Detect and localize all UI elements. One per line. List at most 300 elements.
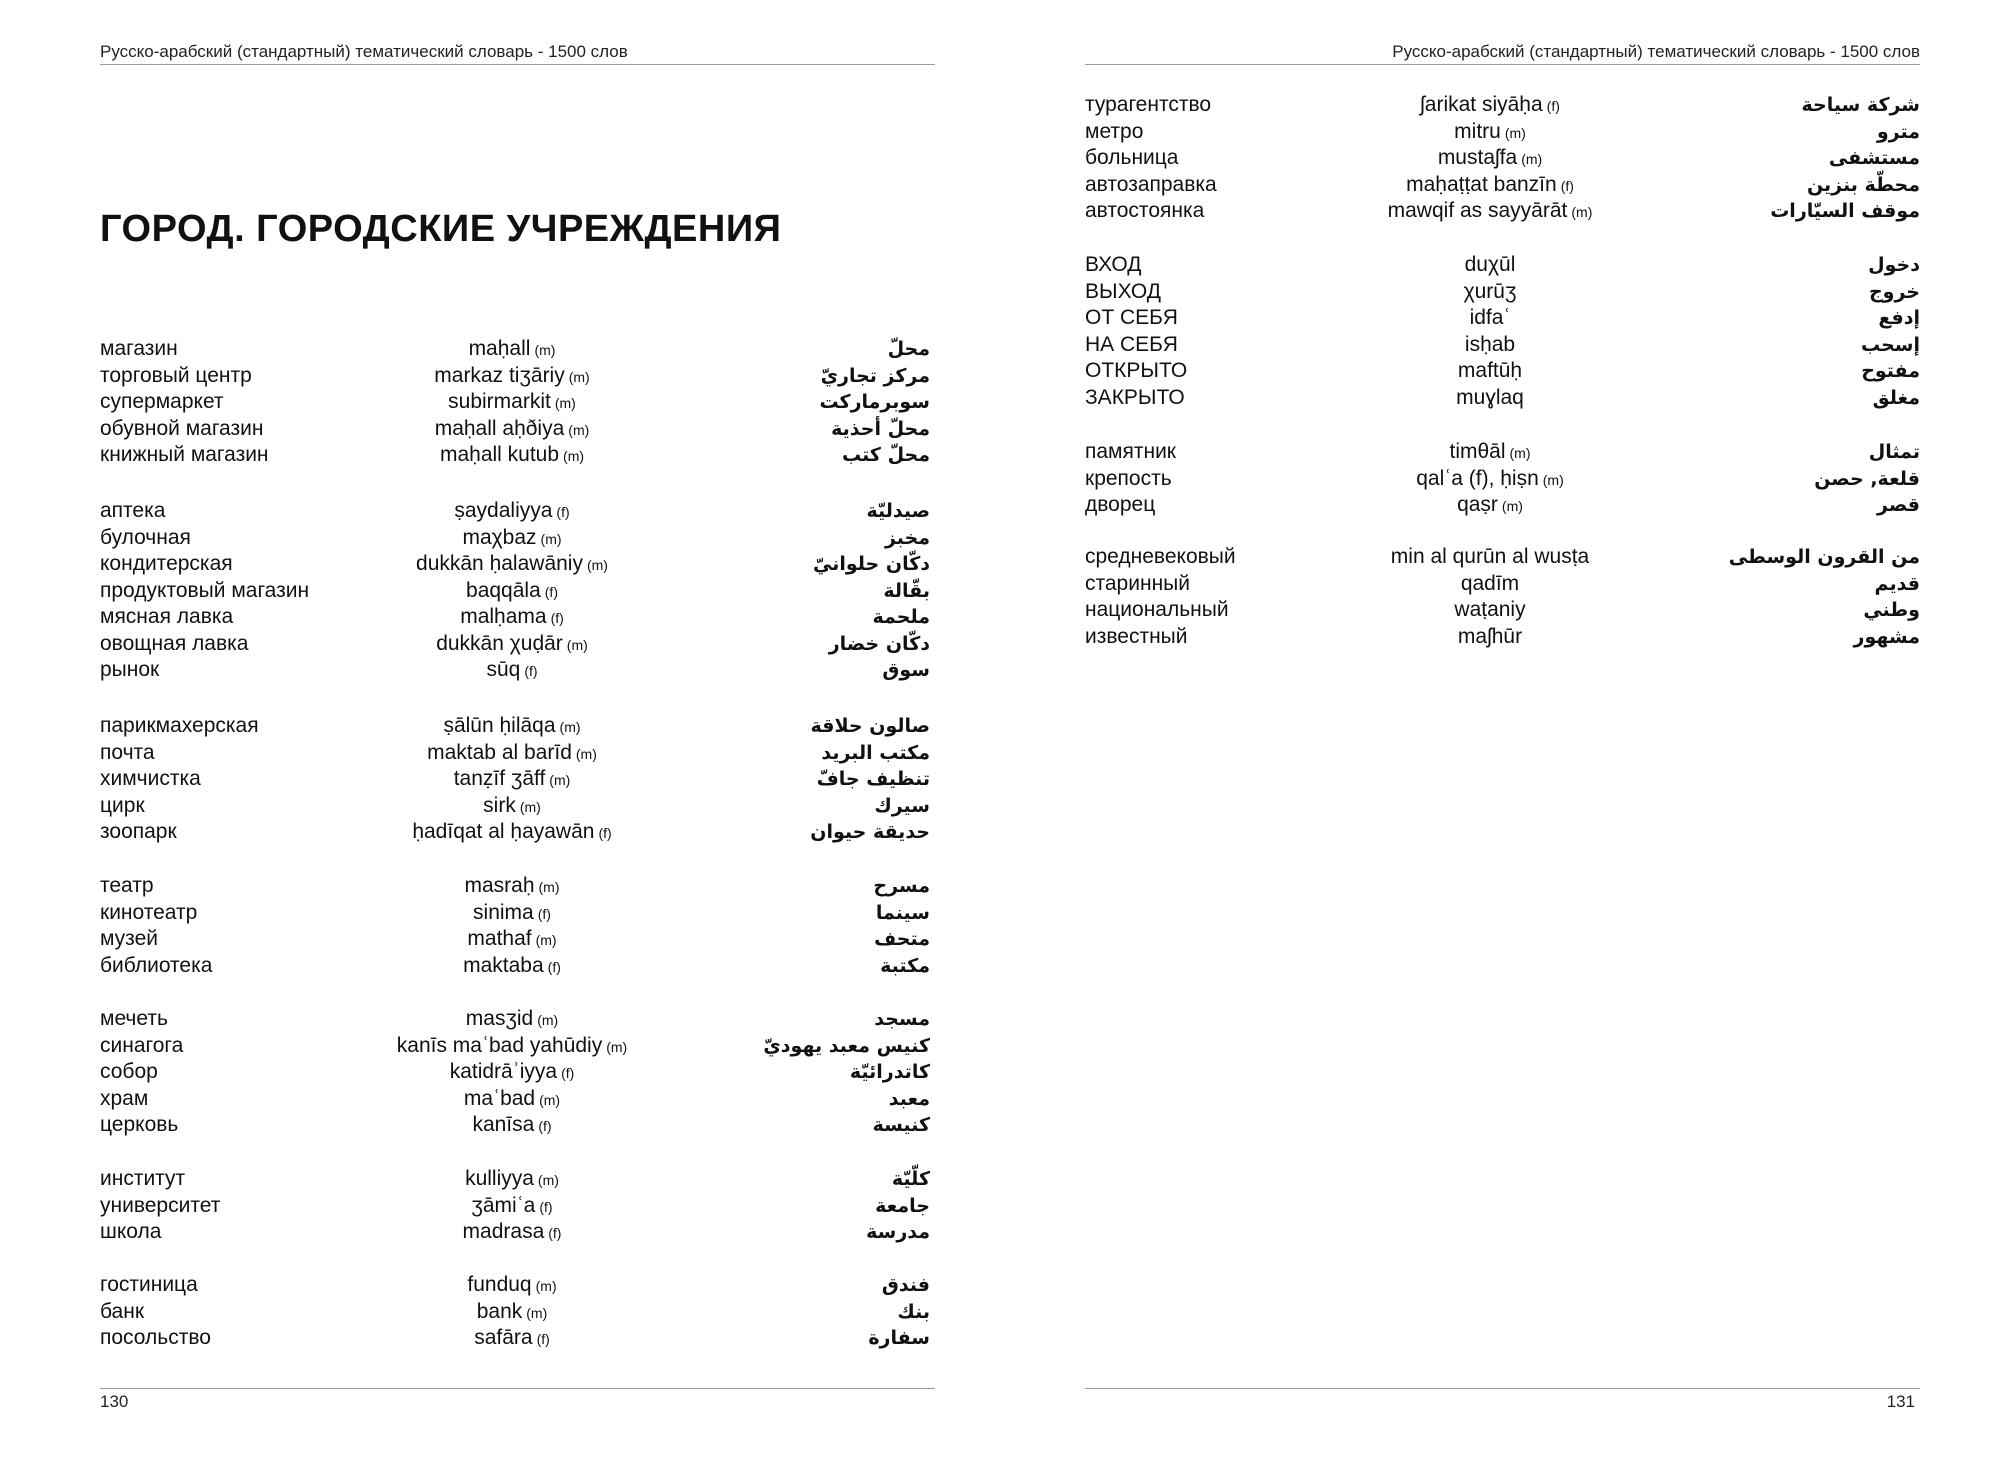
gender-marker: (f)	[1546, 98, 1560, 114]
arabic-word: مدرسة	[866, 1221, 930, 1243]
transliteration-cell	[463, 953, 561, 981]
arabic-word: سيرك	[874, 794, 930, 817]
word-group	[100, 873, 930, 979]
vocab-entry	[1085, 544, 1920, 571]
transliteration: tanẓīf ʒāff	[453, 767, 546, 790]
transliteration-cell	[465, 1166, 559, 1194]
transliteration-cell	[472, 1112, 551, 1140]
transliteration-cell	[454, 498, 569, 526]
vocab-entry	[1085, 119, 1920, 146]
gender-marker: (f)	[544, 583, 558, 600]
transliteration-cell	[1456, 385, 1524, 412]
arabic-word: معبد	[888, 1087, 930, 1110]
transliteration: idfaʿ	[1469, 306, 1511, 329]
gender-marker: (f)	[547, 958, 561, 975]
gender-marker: (f)	[524, 663, 538, 679]
vocab-entry	[100, 1112, 930, 1139]
arabic-word: محطّة بنزين	[1806, 173, 1920, 196]
transliteration: maktaba	[463, 953, 544, 977]
gender-marker: (m)	[568, 421, 590, 438]
gender-marker: (m)	[539, 1091, 561, 1108]
transliteration: duχūl	[1464, 253, 1516, 276]
transliteration-cell	[1465, 252, 1516, 279]
transliteration-cell	[1420, 92, 1560, 120]
russian-word: турагентство	[1085, 93, 1212, 116]
russian-word: церковь	[100, 1113, 179, 1136]
gender-marker: (m)	[575, 745, 597, 762]
arabic-word: متحف	[874, 928, 930, 950]
transliteration-cell	[434, 363, 589, 391]
transliteration-cell	[397, 1033, 627, 1061]
russian-word: памятник	[1085, 440, 1176, 463]
arabic-word: إسحب	[1860, 333, 1920, 356]
gender-marker: (m)	[586, 557, 608, 573]
word-group	[100, 1166, 930, 1246]
transliteration-cell	[469, 336, 556, 364]
transliteration: timθāl	[1449, 440, 1506, 463]
gender-marker: (m)	[1509, 445, 1531, 461]
arabic-word: إدفع	[1878, 307, 1920, 329]
vocab-entry	[100, 1219, 930, 1246]
arabic-word: تمثال	[1868, 441, 1920, 463]
russian-word: старинный	[1085, 571, 1190, 595]
transliteration: dukkān χuḍār	[436, 631, 563, 655]
transliteration: mathaf	[467, 927, 532, 950]
transliteration: kanīsa	[472, 1113, 535, 1136]
russian-word: рынок	[100, 658, 160, 681]
russian-word: метро	[1085, 119, 1144, 143]
vocab-entry	[100, 578, 930, 605]
transliteration: kanīs maʿbad yahūdiy	[396, 1033, 603, 1057]
gender-marker: (f)	[538, 1118, 552, 1134]
chapter-title: ГОРОД. ГОРОДСКИЕ УЧРЕЖДЕНИЯ	[100, 208, 782, 250]
transliteration: waṭaniy	[1454, 598, 1526, 621]
transliteration-cell	[464, 1086, 560, 1114]
arabic-word: قديم	[1874, 572, 1920, 595]
gender-marker: (m)	[566, 636, 588, 653]
arabic-word: صالون حلاقة	[810, 715, 930, 737]
russian-word: супермаркет	[100, 390, 224, 413]
word-group	[100, 336, 930, 469]
transliteration-cell	[474, 1325, 550, 1353]
transliteration: masʒid	[465, 1007, 534, 1030]
vocab-entry	[1085, 145, 1920, 172]
page-number: 130	[100, 1392, 129, 1411]
russian-word: школа	[100, 1220, 162, 1243]
transliteration: isḥab	[1464, 332, 1516, 356]
transliteration-cell	[427, 740, 597, 768]
vocab-entry	[100, 873, 930, 900]
gender-marker: (m)	[535, 932, 557, 948]
arabic-word: مغلق	[1872, 386, 1920, 409]
transliteration: funduq	[467, 1273, 532, 1296]
vocab-entry	[100, 819, 930, 846]
russian-word: библиотека	[100, 953, 213, 977]
transliteration-cell	[436, 631, 588, 659]
russian-word: булочная	[100, 525, 191, 549]
vocab-entry	[1085, 92, 1920, 119]
gender-marker: (m)	[554, 395, 576, 411]
transliteration: qadīm	[1460, 571, 1520, 595]
transliteration: safāra	[474, 1326, 533, 1349]
russian-word: книжный магазин	[100, 443, 269, 466]
gender-marker: (f)	[537, 905, 551, 922]
russian-word: НА СЕБЯ	[1085, 332, 1178, 356]
arabic-word: مخبز	[884, 526, 930, 549]
running-header: Русско-арабский (стандартный) тематический словарь - 1500 слов	[1392, 42, 1920, 61]
vocab-entry	[1085, 172, 1920, 199]
arabic-word: كنيس معبد يهوديّ	[763, 1034, 930, 1057]
arabic-word: محلّ	[887, 338, 930, 360]
vocab-entry	[100, 926, 930, 953]
gender-marker: (m)	[538, 879, 560, 895]
arabic-word: تنظيف جافّ	[816, 768, 930, 790]
transliteration-cell	[471, 1193, 552, 1221]
page-number: 131	[1886, 1392, 1915, 1411]
arabic-word: موقف السيّارات	[1770, 200, 1920, 222]
vocab-entry	[1085, 439, 1920, 466]
gender-marker: (m)	[606, 1038, 628, 1055]
russian-word: химчистка	[100, 767, 201, 790]
arabic-word: صيدليّة	[866, 500, 930, 522]
arabic-word: محلّ كتب	[842, 444, 930, 466]
russian-word: кинотеатр	[100, 900, 198, 924]
arabic-word: دخول	[1868, 254, 1920, 276]
transliteration-cell	[416, 551, 608, 579]
russian-word: обувной магазин	[100, 416, 264, 440]
gender-marker: (m)	[568, 368, 590, 385]
russian-word: банк	[100, 1299, 145, 1323]
transliteration: maḥall kutub	[439, 443, 560, 466]
transliteration-cell	[463, 1219, 562, 1247]
transliteration: qalʿa (f), ḥiṣn	[1416, 466, 1539, 490]
arabic-word: كاتدرائيّة	[849, 1061, 930, 1083]
russian-word: автозаправка	[1085, 172, 1217, 196]
header-rule	[1085, 64, 1920, 65]
word-group	[100, 1006, 930, 1139]
footer-rule	[100, 1388, 935, 1389]
gender-marker: (f)	[598, 825, 612, 841]
vocab-entry	[1085, 597, 1920, 624]
russian-word: театр	[100, 874, 154, 897]
vocab-entry	[100, 336, 930, 363]
gender-marker: (m)	[537, 1012, 559, 1028]
transliteration: ḥadīqat al ḥayawān	[412, 820, 595, 843]
transliteration: maḥall aḥðiya	[434, 416, 565, 440]
transliteration: maḥall	[468, 337, 531, 360]
russian-word: ОТКРЫТО	[1085, 359, 1188, 382]
transliteration-cell	[1464, 279, 1517, 306]
vocab-entry	[100, 793, 930, 820]
vocab-entry	[100, 953, 930, 980]
gender-marker: (m)	[535, 1278, 557, 1294]
vocab-entry	[1085, 571, 1920, 598]
arabic-word: سوق	[882, 659, 930, 681]
arabic-word: ملحمة	[872, 606, 930, 628]
arabic-word: سينما	[875, 901, 930, 924]
arabic-word: دكّان خضار	[828, 632, 930, 655]
vocab-entry	[1085, 358, 1920, 385]
gender-marker: (m)	[1504, 124, 1526, 141]
transliteration-cell	[1454, 119, 1526, 147]
transliteration-cell	[1388, 198, 1593, 226]
arabic-word: كنيسة	[872, 1114, 930, 1136]
russian-word: гостиница	[100, 1273, 198, 1296]
running-header: Русско-арабский (стандартный) тематический словарь - 1500 слов	[100, 42, 628, 61]
word-group	[1085, 544, 1920, 650]
footer-rule	[1085, 1388, 1920, 1389]
gender-marker: (m)	[559, 719, 581, 735]
transliteration: maḥaṭṭat banzīn	[1406, 172, 1557, 196]
transliteration-cell	[443, 713, 580, 741]
transliteration-cell	[454, 766, 571, 794]
arabic-word: مركز تجاريّ	[820, 364, 930, 387]
word-group	[100, 713, 930, 846]
transliteration-cell	[1449, 439, 1530, 467]
vocab-entry	[1085, 624, 1920, 651]
russian-word: овощная лавка	[100, 631, 249, 655]
transliteration: maktab al barīd	[427, 740, 572, 764]
gender-marker: (m)	[549, 772, 571, 788]
vocab-entry	[100, 604, 930, 631]
russian-word: храм	[100, 1086, 149, 1110]
word-group	[100, 498, 930, 684]
transliteration: kulliyya	[465, 1167, 534, 1190]
arabic-word: مفتوح	[1861, 360, 1920, 382]
russian-word: посольство	[100, 1326, 211, 1349]
vocab-entry	[100, 525, 930, 552]
vocab-entry	[100, 713, 930, 740]
vocab-entry	[100, 389, 930, 416]
transliteration: markaz tiʒāriy	[434, 363, 565, 387]
vocab-entry	[100, 551, 930, 578]
gender-marker: (m)	[540, 530, 562, 547]
transliteration-cell	[1406, 172, 1574, 200]
arabic-word: سوبرماركت	[819, 391, 930, 413]
russian-word: больница	[1085, 146, 1179, 169]
arabic-word: بنك	[897, 1300, 930, 1323]
arabic-word: بقّالة	[883, 579, 930, 602]
vocab-entry	[100, 740, 930, 767]
transliteration-cell	[1461, 571, 1519, 598]
gender-marker: (m)	[1571, 204, 1593, 220]
vocab-entry	[100, 1193, 930, 1220]
russian-word: зоопарк	[100, 820, 177, 843]
word-group	[1085, 92, 1920, 225]
transliteration-cell	[450, 1059, 575, 1087]
russian-word: дворец	[1085, 493, 1156, 516]
russian-word: известный	[1085, 624, 1188, 648]
arabic-word: سفارة	[868, 1327, 930, 1349]
arabic-word: قلعة, حصن	[1814, 467, 1920, 490]
arabic-word: خروج	[1868, 280, 1920, 303]
vocab-entry	[1085, 332, 1920, 359]
transliteration: maʃhūr	[1457, 624, 1523, 648]
transliteration: masraḥ	[464, 874, 535, 897]
transliteration: mustaʃfa	[1437, 146, 1518, 169]
gender-marker: (f)	[550, 610, 564, 626]
russian-word: автостоянка	[1085, 199, 1205, 222]
transliteration-cell	[440, 442, 584, 470]
russian-word: собор	[100, 1060, 158, 1083]
transliteration: qaṣr	[1457, 493, 1498, 516]
russian-word: мясная лавка	[100, 605, 234, 628]
transliteration-cell	[466, 578, 558, 606]
russian-word: университет	[100, 1193, 221, 1217]
russian-word: ОТ СЕБЯ	[1085, 306, 1178, 329]
transliteration: min al qurūn al wusṭa	[1390, 545, 1590, 568]
vocab-entry	[1085, 279, 1920, 306]
transliteration-cell	[464, 873, 559, 901]
transliteration-cell	[473, 900, 551, 928]
transliteration: baqqāla	[466, 578, 541, 602]
gender-marker: (m)	[537, 1172, 559, 1188]
gender-marker: (m)	[1521, 151, 1543, 167]
transliteration: bank	[476, 1299, 523, 1323]
vocab-entry	[1085, 252, 1920, 279]
gender-marker: (m)	[534, 342, 556, 358]
russian-word: цирк	[100, 793, 145, 817]
russian-word: магазин	[100, 337, 178, 360]
gender-marker: (m)	[1542, 471, 1564, 488]
russian-word: мечеть	[100, 1007, 168, 1030]
gender-marker: (f)	[1560, 177, 1574, 194]
transliteration-cell	[1465, 332, 1515, 359]
gender-marker: (m)	[563, 448, 585, 464]
gender-marker: (m)	[519, 798, 541, 815]
transliteration: muɣlaq	[1456, 385, 1524, 409]
russian-word: аптека	[100, 499, 166, 522]
transliteration-cell	[486, 657, 537, 685]
transliteration: χurūʒ	[1463, 279, 1517, 303]
vocab-entry	[100, 1272, 930, 1299]
transliteration: dukkān ḥalawāniy	[416, 552, 583, 575]
arabic-word: وطني	[1863, 599, 1920, 621]
russian-word: торговый центр	[100, 363, 252, 387]
transliteration-cell	[435, 416, 590, 444]
transliteration: maʿbad	[463, 1086, 536, 1110]
transliteration: ʒāmiʿa	[471, 1193, 536, 1217]
russian-word: кондитерская	[100, 552, 233, 575]
transliteration-cell	[1470, 305, 1511, 332]
arabic-word: مسجد	[874, 1008, 930, 1030]
transliteration-cell	[462, 525, 561, 553]
transliteration-cell	[1391, 544, 1589, 571]
arabic-word: جامعة	[875, 1194, 930, 1217]
arabic-word: فندق	[881, 1274, 930, 1296]
header-rule	[100, 64, 935, 65]
transliteration-cell	[460, 604, 564, 632]
gender-marker: (f)	[548, 1225, 562, 1241]
arabic-word: دكّان حلوانيّ	[813, 553, 930, 575]
transliteration: sūq	[486, 658, 521, 681]
vocab-entry	[100, 631, 930, 658]
russian-word: средневековый	[1085, 545, 1236, 568]
vocab-entry	[1085, 198, 1920, 225]
transliteration-cell	[448, 389, 576, 417]
russian-word: продуктовый магазин	[100, 578, 310, 602]
russian-word: институт	[100, 1167, 186, 1190]
transliteration: ʃarikat siyāḥa	[1420, 93, 1543, 116]
russian-word: почта	[100, 740, 155, 764]
vocab-entry	[100, 1325, 930, 1352]
word-group	[1085, 252, 1920, 411]
transliteration-cell	[467, 926, 556, 954]
transliteration-cell	[1457, 492, 1523, 520]
russian-word: ВЫХОД	[1085, 279, 1162, 303]
vocab-entry	[100, 416, 930, 443]
vocab-entry	[100, 1086, 930, 1113]
arabic-word: محلّ أحذية	[831, 417, 930, 440]
vocab-entry	[1085, 385, 1920, 412]
right-page	[1000, 0, 2000, 1474]
gender-marker: (f)	[556, 504, 570, 520]
transliteration: ṣaydaliyya	[454, 499, 553, 522]
transliteration: maftūḥ	[1457, 359, 1523, 382]
russian-word: синагога	[100, 1033, 184, 1057]
arabic-word: مترو	[1876, 120, 1920, 143]
arabic-word: كلّيّة	[891, 1168, 930, 1190]
transliteration: madrasa	[462, 1220, 545, 1243]
vocab-entry	[100, 442, 930, 469]
russian-word: национальный	[1085, 598, 1229, 621]
transliteration-cell	[1458, 624, 1522, 651]
transliteration-cell	[1458, 358, 1522, 385]
russian-word: ВХОД	[1085, 253, 1142, 276]
gender-marker: (f)	[536, 1331, 550, 1347]
transliteration: mawqif as sayyārāt	[1387, 199, 1568, 222]
arabic-word: حديقة حيوان	[810, 821, 930, 843]
vocab-entry	[100, 657, 930, 684]
transliteration: sirk	[483, 793, 516, 817]
gender-marker: (m)	[526, 1304, 548, 1321]
arabic-word: مكتبة	[880, 954, 930, 977]
word-group	[100, 1272, 930, 1352]
vocab-entry	[100, 766, 930, 793]
vocab-entry	[100, 1006, 930, 1033]
vocab-entry	[100, 1033, 930, 1060]
transliteration-cell	[412, 819, 611, 847]
vocab-entry	[1085, 305, 1920, 332]
transliteration-cell	[483, 793, 541, 821]
arabic-word: مستشفى	[1828, 147, 1920, 169]
arabic-word: قصر	[1877, 494, 1920, 516]
vocab-entry	[1085, 466, 1920, 493]
transliteration-cell	[1438, 145, 1542, 173]
transliteration: ṣālūn ḥilāqa	[443, 714, 556, 737]
transliteration-cell	[477, 1299, 548, 1327]
vocab-entry	[1085, 492, 1920, 519]
russian-word: музей	[100, 927, 158, 950]
vocab-entry	[100, 1166, 930, 1193]
arabic-word: شركة سياحة	[1801, 94, 1920, 116]
russian-word: крепость	[1085, 466, 1172, 490]
transliteration: malḥama	[460, 605, 547, 628]
arabic-word: مشهور	[1853, 625, 1920, 648]
gender-marker: (f)	[539, 1198, 553, 1215]
transliteration-cell	[466, 1006, 558, 1034]
transliteration: maχbaz	[462, 525, 537, 549]
vocab-entry	[100, 1059, 930, 1086]
russian-word: ЗАКРЫТО	[1085, 385, 1185, 409]
vocab-entry	[100, 363, 930, 390]
word-group	[1085, 439, 1920, 519]
transliteration-cell	[1416, 466, 1564, 494]
vocab-entry	[100, 900, 930, 927]
arabic-word: مكتب البريد	[821, 741, 930, 764]
transliteration-cell	[467, 1272, 556, 1300]
transliteration: sinima	[473, 900, 534, 924]
